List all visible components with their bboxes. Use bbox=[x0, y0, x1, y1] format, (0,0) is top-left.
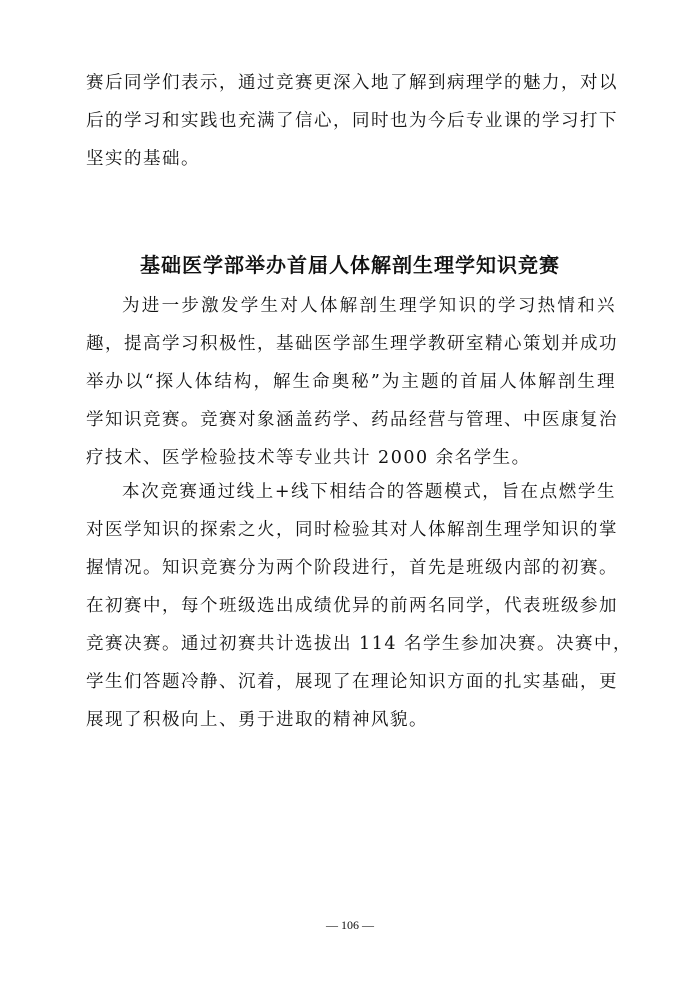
text-line: 为进一步激发学生对人体解剖生理学知识的学习热情和兴 bbox=[122, 296, 616, 316]
text-line: 趣，提高学习积极性，基础医学部生理学教研室精心策划并成功 bbox=[86, 334, 618, 354]
text-line: 学生们答题冷静、沉着，展现了在理论知识方面的扎实基础，更 bbox=[86, 672, 618, 692]
text-line: 本次竞赛通过线上+线下相结合的答题模式，旨在点燃学生 bbox=[122, 482, 616, 502]
article-title: 基础医学部举办首届人体解剖生理学知识竞赛 bbox=[140, 253, 560, 277]
text-line: 赛后同学们表示，通过竞赛更深入地了解到病理学的魅力，对以 bbox=[86, 73, 618, 93]
text-line: 展现了积极向上、勇于进取的精神风貌。 bbox=[86, 710, 428, 730]
text-line: 坚实的基础。 bbox=[86, 149, 200, 169]
text-line: 在初赛中，每个班级选出成绩优异的前两名同学，代表班级参加 bbox=[86, 596, 618, 616]
text-line: 疗技术、医学检验技术等专业共计 2000 余名学生。 bbox=[86, 448, 531, 468]
text-line: 举办以“探人体结构，解生命奥秘”为主题的首届人体解剖生理 bbox=[86, 372, 616, 392]
text-line: 后的学习和实践也充满了信心，同时也为今后专业课的学习打下 bbox=[86, 111, 618, 131]
text-line: 学知识竞赛。竞赛对象涵盖药学、药品经营与管理、中医康复治 bbox=[86, 410, 618, 430]
article-paragraph-1 bbox=[86, 287, 616, 477]
text-line: 对医学知识的探索之火，同时检验其对人体解剖生理学知识的掌 bbox=[86, 520, 618, 540]
article-paragraph-2 bbox=[86, 473, 633, 739]
page-number: — 106 — bbox=[326, 918, 374, 932]
text-line: 竞赛决赛。通过初赛共计选拔出 114 名学生参加决赛。决赛中， bbox=[86, 634, 633, 654]
text-line: 握情况。知识竞赛分为两个阶段进行，首先是班级内部的初赛。 bbox=[86, 558, 618, 578]
intro-paragraph bbox=[86, 64, 616, 178]
